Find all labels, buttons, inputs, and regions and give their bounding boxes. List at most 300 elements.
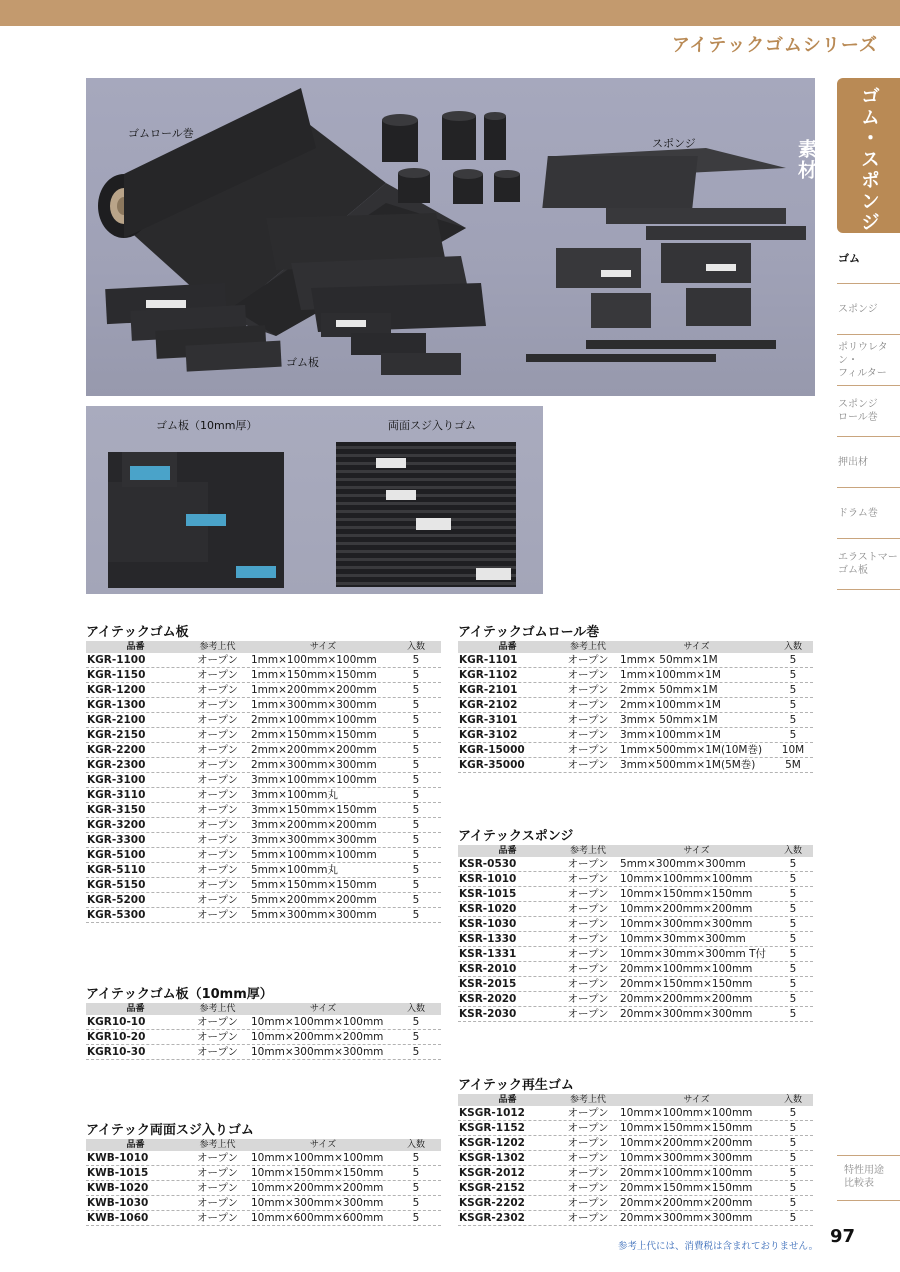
size-cell: 3mm×100mm×1M [620,729,721,741]
product-code-cell: KGR-3300 [87,834,146,846]
table-row [86,1181,441,1196]
quantity-cell: 5 [412,774,420,786]
quantity-cell: 5 [789,993,797,1005]
product-code-cell: KGR-2150 [87,729,146,741]
list-price-cell: オープン [196,714,239,726]
list-price-cell: オープン [196,759,239,771]
table-row [86,1151,441,1166]
size-cell: 10mm×100mm×100mm [620,1107,753,1119]
product-code-cell: KGR-3200 [87,819,146,831]
size-cell: 20mm×200mm×200mm [620,993,753,1005]
side-nav-item-label: スポンジ [838,303,878,315]
side-nav-item-label: ドラム巻 [838,507,878,519]
list-price-cell: オープン [567,918,609,930]
product-code-cell: KSGR-1302 [459,1152,525,1164]
size-cell: 3mm×100mm丸 [251,789,338,801]
quantity-cell: 5 [412,699,420,711]
list-price-cell: オープン [196,1016,239,1028]
list-price-cell: オープン [567,993,609,1005]
table-row [458,887,813,902]
table-row [458,668,813,683]
table-row [458,857,813,872]
product-code-cell: KWB-1030 [87,1197,149,1209]
list-price-cell: オープン [567,1167,609,1179]
quantity-cell: 5 [789,858,797,870]
size-cell: 10mm×150mm×150mm [620,888,753,900]
list-price-cell: オープン [196,864,239,876]
list-price-cell: オープン [567,714,609,726]
table-row [86,878,441,893]
page-number: 97 [830,1226,856,1247]
column-header-qty: 入数 [406,642,425,652]
product-code-cell: KGR-3102 [459,729,518,741]
table-title: アイテックスポンジ [458,829,574,844]
column-header-size: サイズ [309,1004,337,1014]
quantity-cell: 5 [412,669,420,681]
label-rubber-plate: ゴム板 [286,356,319,369]
size-cell: 20mm×150mm×150mm [620,1182,753,1194]
column-header-qty: 入数 [783,642,802,652]
column-header-size: サイズ [309,1140,337,1150]
size-cell: 2mm×100mm×100mm [251,714,377,726]
size-cell: 5mm×150mm×150mm [251,879,377,891]
quantity-cell: 5 [412,849,420,861]
product-code-cell: KSR-2020 [459,993,517,1005]
size-cell: 1mm×200mm×200mm [251,684,377,696]
list-price-cell: オープン [567,729,609,741]
list-price-cell: オープン [567,978,609,990]
table-row [458,872,813,887]
quantity-cell: 5 [789,699,797,711]
product-code-cell: KSGR-1152 [459,1122,525,1134]
size-cell: 20mm×200mm×200mm [620,1197,753,1209]
quantity-cell: 5 [789,1137,797,1149]
size-cell: 10mm×300mm×300mm [251,1197,384,1209]
table-row [458,962,813,977]
list-price-cell: オープン [196,669,239,681]
table-row [86,728,441,743]
quantity-cell: 5 [789,1197,797,1209]
table-row [458,1007,813,1022]
quantity-cell: 5 [412,834,420,846]
product-code-cell: KGR-1102 [459,669,518,681]
product-code-cell: KGR-15000 [459,744,525,756]
side-nav-item[interactable] [837,386,900,437]
table-header [86,1003,441,1015]
size-cell: 20mm×100mm×100mm [620,1167,753,1179]
column-header-size: サイズ [309,642,337,652]
column-header-qty: 入数 [406,1140,425,1150]
size-cell: 10mm×100mm×100mm [620,873,753,885]
table-row [86,848,441,863]
series-title: アイテックゴムシリーズ [671,35,878,56]
table-row [458,932,813,947]
quantity-cell: 5 [412,819,420,831]
product-code-cell: KGR-2300 [87,759,146,771]
table-row [458,1151,813,1166]
product-code-cell: KSR-1331 [459,948,517,960]
product-code-cell: KSR-1330 [459,933,517,945]
table-row [458,698,813,713]
column-header-size: サイズ [683,1095,710,1105]
size-cell: 5mm×200mm×200mm [251,894,377,906]
size-cell: 20mm×150mm×150mm [620,978,753,990]
quantity-cell: 5 [412,1152,420,1164]
side-nav-item[interactable] [837,539,900,590]
quantity-cell: 5 [412,684,420,696]
list-price-cell: オープン [196,1182,239,1194]
product-code-cell: KSGR-2152 [459,1182,525,1194]
product-code-cell: KWB-1060 [87,1212,149,1224]
product-code-cell: KSR-1015 [459,888,517,900]
list-price-cell: オープン [196,834,239,846]
table-row [86,908,441,923]
product-photo-sub [86,406,543,594]
table-row [86,773,441,788]
table-row [86,1166,441,1181]
size-cell: 10mm×300mm×300mm [251,1046,384,1058]
quantity-cell: 5 [412,864,420,876]
table-row [86,788,441,803]
size-cell: 10mm×100mm×100mm [251,1016,384,1028]
quantity-cell: 5 [412,909,420,921]
table-row [458,743,813,758]
size-cell: 3mm×500mm×1M(5M巻) [620,759,756,771]
table-row [86,893,441,908]
size-cell: 20mm×300mm×300mm [620,1212,753,1224]
size-cell: 10mm×30mm×300mm T付 [620,948,766,960]
side-nav-item-label: エラストマー ゴム板 [838,552,898,576]
list-price-cell: オープン [567,1107,609,1119]
table-row [458,1181,813,1196]
size-cell: 3mm×100mm×100mm [251,774,377,786]
list-price-cell: オープン [567,963,609,975]
size-cell: 1mm×100mm×1M [620,669,721,681]
quantity-cell: 5 [789,1167,797,1179]
size-cell: 20mm×300mm×300mm [620,1008,753,1020]
table-header [458,641,813,653]
size-cell: 10mm×600mm×600mm [251,1212,384,1224]
size-cell: 10mm×100mm×100mm [251,1152,384,1164]
quantity-cell: 5 [412,1016,420,1028]
product-code-cell: KGR-1100 [87,654,146,666]
top-band [0,0,900,26]
table-title: アイテックゴム板（10mm厚） [86,987,273,1002]
table-row [86,698,441,713]
product-code-cell: KSR-1010 [459,873,517,885]
table-row [86,833,441,848]
quantity-cell: 5 [789,729,797,741]
table-row [458,683,813,698]
product-code-cell: KGR-35000 [459,759,525,771]
product-code-cell: KSR-0530 [459,858,517,870]
table-row [86,1045,441,1060]
list-price-cell: オープン [196,1152,239,1164]
list-price-cell: オープン [196,819,239,831]
table-header [458,845,813,857]
side-tab-active[interactable] [795,78,900,233]
list-price-cell: オープン [196,1031,239,1043]
table-row [458,1136,813,1151]
size-cell: 1mm×150mm×150mm [251,669,377,681]
table-row [458,902,813,917]
list-price-cell: オープン [196,699,239,711]
size-cell: 2mm×200mm×200mm [251,744,377,756]
product-code-cell: KWB-1010 [87,1152,149,1164]
table-recycled-rubber [458,1077,813,1226]
size-cell: 2mm×300mm×300mm [251,759,377,771]
list-price-cell: オープン [567,1182,609,1194]
list-price-cell: オープン [567,669,609,681]
table-row [86,683,441,698]
quantity-cell: 5 [789,873,797,885]
product-code-cell: KSGR-2302 [459,1212,525,1224]
table-row [86,1030,441,1045]
size-cell: 10mm×200mm×200mm [251,1182,384,1194]
size-cell: 20mm×100mm×100mm [620,963,753,975]
size-cell: 2mm×150mm×150mm [251,729,377,741]
product-code-cell: KGR-1101 [459,654,518,666]
table-rubber-plate-10mm [86,986,441,1060]
product-code-cell: KGR-3101 [459,714,518,726]
label-thick-plate: ゴム板（10mm厚） [156,419,258,432]
table-row [86,668,441,683]
quantity-cell: 5M [785,759,801,771]
side-nav-item-label: ポリウレタン・ フィルター [838,341,888,379]
table-header [458,1094,813,1106]
list-price-cell: オープン [567,684,609,696]
side-nav-item[interactable] [837,335,900,386]
product-code-cell: KGR-5200 [87,894,146,906]
quantity-cell: 5 [412,879,420,891]
table-row [86,758,441,773]
product-code-cell: KSR-1020 [459,903,517,915]
quantity-cell: 5 [789,1008,797,1020]
size-cell: 10mm×150mm×150mm [251,1167,384,1179]
size-cell: 10mm×200mm×200mm [251,1031,384,1043]
side-nav-item[interactable] [837,284,900,335]
column-header-code: 品番 [126,1004,145,1014]
side-nav-item[interactable] [837,488,900,539]
side-nav-item-label: ゴム [838,251,860,265]
table-title: アイテック再生ゴム [458,1078,574,1093]
tax-footnote: 参考上代には、消費税は含まれておりません。 [618,1241,819,1252]
table-row [86,1211,441,1226]
size-cell: 1mm× 50mm×1M [620,654,718,666]
quantity-cell: 5 [789,714,797,726]
list-price-cell: オープン [567,759,609,771]
list-price-cell: オープン [196,804,239,816]
size-cell: 1mm×100mm×100mm [251,654,377,666]
product-code-cell: KGR-3110 [87,789,146,801]
column-header-price: 参考上代 [569,642,606,652]
table-row [86,818,441,833]
column-header-code: 品番 [498,642,517,652]
table-header [86,641,441,653]
list-price-cell: オープン [196,1167,239,1179]
size-cell: 5mm×300mm×300mm [620,858,746,870]
list-price-cell: オープン [567,1212,609,1224]
thick-and-striped-rubber-illustration [86,406,543,594]
quantity-cell: 5 [412,1167,420,1179]
product-code-cell: KGR10-30 [87,1046,146,1058]
table-row [458,1211,813,1226]
quantity-cell: 5 [412,1182,420,1194]
quantity-cell: 5 [789,918,797,930]
table-striped-rubber [86,1122,441,1226]
table-row [86,713,441,728]
quantity-cell: 5 [789,1212,797,1224]
list-price-cell: オープン [196,684,239,696]
product-code-cell: KSR-1030 [459,918,517,930]
size-cell: 5mm×300mm×300mm [251,909,377,921]
product-code-cell: KGR10-20 [87,1031,146,1043]
column-header-qty: 入数 [783,846,802,856]
table-row [458,992,813,1007]
size-cell: 1mm×500mm×1M(10M巻) [620,744,763,756]
table-row [86,803,441,818]
size-cell: 10mm×200mm×200mm [620,1137,753,1149]
size-cell: 10mm×30mm×300mm [620,933,746,945]
side-nav-item[interactable] [837,437,900,488]
table-row [458,1166,813,1181]
list-price-cell: オープン [567,744,609,756]
list-price-cell: オープン [567,1197,609,1209]
product-code-cell: KSGR-1012 [459,1107,525,1119]
table-rubber-roll [458,624,813,773]
product-photo-main [86,78,815,396]
column-header-price: 参考上代 [569,1095,606,1105]
size-cell: 3mm×150mm×150mm [251,804,377,816]
list-price-cell: オープン [196,879,239,891]
column-header-price: 参考上代 [199,1140,236,1150]
product-code-cell: KSR-2030 [459,1008,517,1020]
product-code-cell: KGR-3150 [87,804,146,816]
product-code-cell: KSR-2010 [459,963,517,975]
product-code-cell: KGR-1200 [87,684,146,696]
quantity-cell: 5 [789,684,797,696]
quantity-cell: 5 [412,729,420,741]
column-header-price: 参考上代 [199,1004,236,1014]
list-price-cell: オープン [196,789,239,801]
table-rubber-plate [86,624,441,923]
column-header-code: 品番 [498,846,517,856]
column-header-qty: 入数 [406,1004,425,1014]
column-header-size: サイズ [683,846,710,856]
quantity-cell: 5 [412,759,420,771]
quantity-cell: 5 [412,714,420,726]
size-cell: 10mm×300mm×300mm [620,1152,753,1164]
quantity-cell: 5 [789,1152,797,1164]
side-nav-item-label: スポンジ ロール巻 [838,399,878,423]
quantity-cell: 5 [412,804,420,816]
quantity-cell: 5 [412,744,420,756]
quantity-cell: 5 [412,1212,420,1224]
column-header-price: 参考上代 [569,846,606,856]
table-row [458,713,813,728]
product-code-cell: KGR-2101 [459,684,518,696]
list-price-cell: オープン [567,903,609,915]
list-price-cell: オープン [196,1046,239,1058]
list-price-cell: オープン [567,948,609,960]
quantity-cell: 5 [789,1122,797,1134]
table-header [86,1139,441,1151]
side-tab-active-label: ゴム・スポンジ素材 [795,86,880,233]
list-price-cell: オープン [567,873,609,885]
table-row [86,1196,441,1211]
size-cell: 5mm×100mm丸 [251,864,338,876]
quantity-cell: 5 [789,903,797,915]
size-cell: 2mm×100mm×1M [620,699,721,711]
quantity-cell: 5 [789,978,797,990]
list-price-cell: オープン [196,744,239,756]
quantity-cell: 5 [789,963,797,975]
list-price-cell: オープン [196,894,239,906]
list-price-cell: オープン [567,933,609,945]
product-code-cell: KWB-1015 [87,1167,149,1179]
size-cell: 1mm×300mm×300mm [251,699,377,711]
list-price-cell: オープン [196,654,239,666]
quantity-cell: 5 [789,1182,797,1194]
table-row [458,653,813,668]
size-cell: 3mm×300mm×300mm [251,834,377,846]
list-price-cell: オープン [196,774,239,786]
quantity-cell: 5 [412,894,420,906]
product-code-cell: KGR10-10 [87,1016,146,1028]
size-cell: 3mm×200mm×200mm [251,819,377,831]
product-code-cell: KGR-3100 [87,774,146,786]
product-code-cell: KGR-2102 [459,699,518,711]
quantity-cell: 10M [781,744,805,756]
quantity-cell: 5 [789,1107,797,1119]
table-row [86,743,441,758]
product-code-cell: KGR-2100 [87,714,146,726]
size-cell: 10mm×300mm×300mm [620,918,753,930]
product-code-cell: KGR-5300 [87,909,146,921]
product-code-cell: KGR-1300 [87,699,146,711]
column-header-size: サイズ [683,642,710,652]
quantity-cell: 5 [789,888,797,900]
product-code-cell: KGR-1150 [87,669,146,681]
size-cell: 10mm×150mm×150mm [620,1122,753,1134]
quantity-cell: 5 [789,933,797,945]
list-price-cell: オープン [196,1197,239,1209]
list-price-cell: オープン [196,849,239,861]
size-cell: 10mm×200mm×200mm [620,903,753,915]
product-code-cell: KGR-5150 [87,879,146,891]
quantity-cell: 5 [789,669,797,681]
product-code-cell: KGR-5100 [87,849,146,861]
quantity-cell: 5 [412,789,420,801]
size-cell: 2mm× 50mm×1M [620,684,718,696]
column-header-code: 品番 [126,642,145,652]
product-code-cell: KGR-2200 [87,744,146,756]
list-price-cell: オープン [567,1008,609,1020]
product-code-cell: KSGR-1202 [459,1137,525,1149]
column-header-code: 品番 [126,1140,145,1150]
side-compare-link[interactable]: 特性用途 比較表 [837,1155,900,1201]
label-sponge: スポンジ [652,137,696,150]
table-row [458,917,813,932]
table-row [86,863,441,878]
table-sponge [458,828,813,1022]
list-price-cell: オープン [567,654,609,666]
side-nav-item[interactable] [837,233,900,284]
list-price-cell: オープン [567,1152,609,1164]
table-row [86,1015,441,1030]
quantity-cell: 5 [412,1031,420,1043]
table-row [458,758,813,773]
